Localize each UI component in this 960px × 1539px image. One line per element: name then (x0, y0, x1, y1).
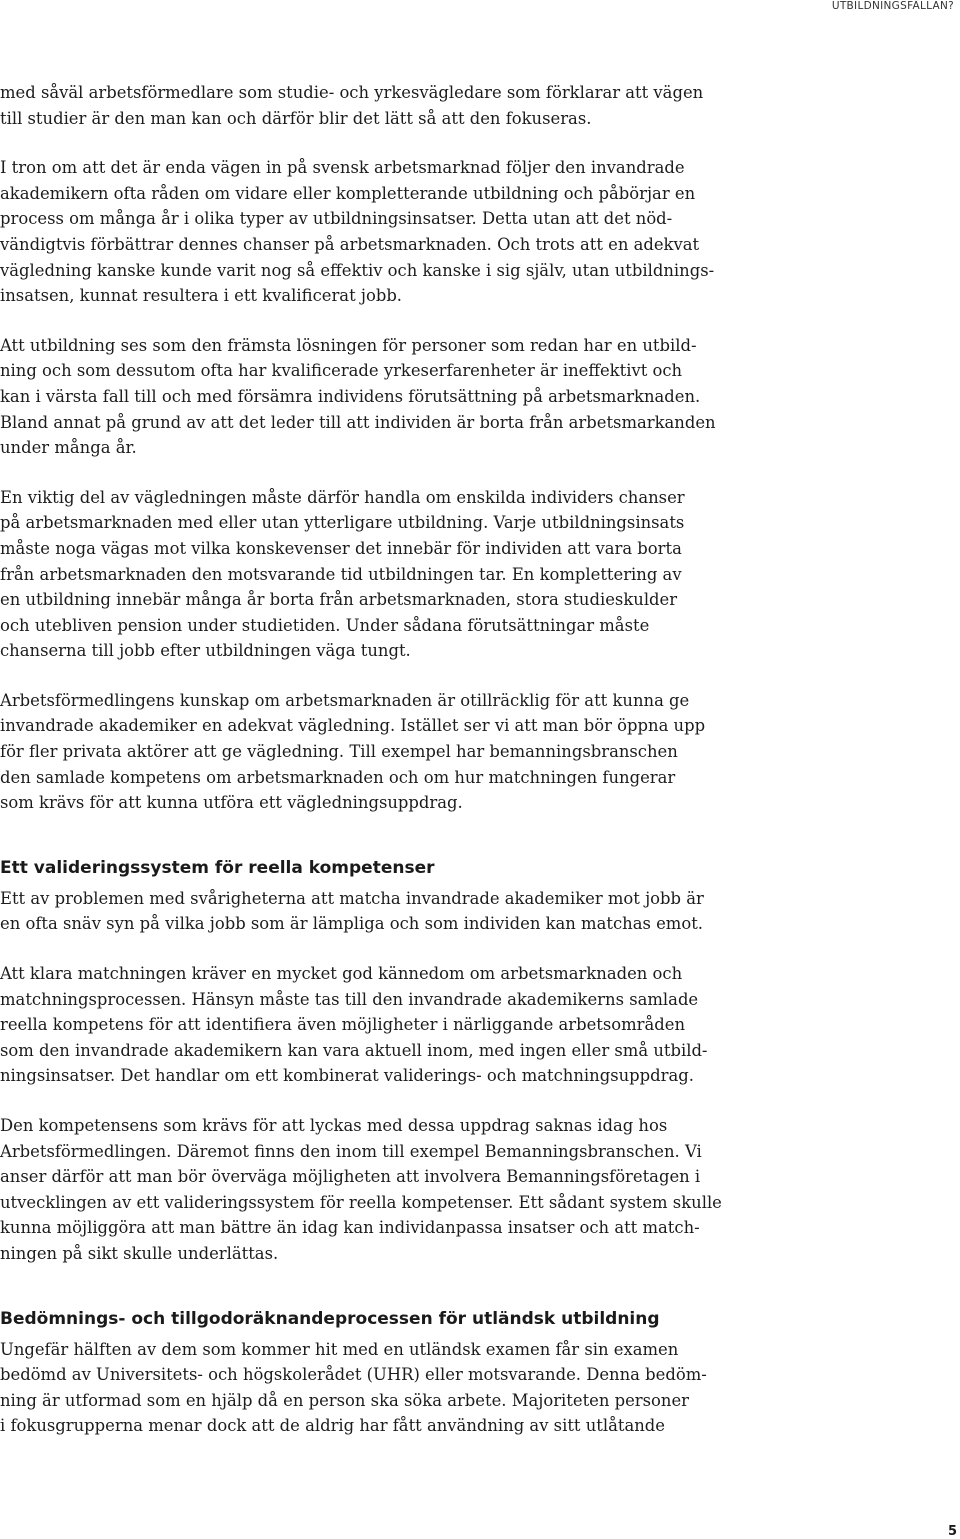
assessment-paragraph-1: Ungefär hälften av dem som kommer hit med en utländsk examen får sin examen bedömd av Universitets- och högskolerådet (UHR) eller motsvarande. Denna bedöm- ning är utformad som en hjälp då en person ska söka arbete. Majoriteten personer i fokusgrupperna menar dock att de aldrig har fått användning av sitt utlåtande (0, 1339, 707, 1436)
section-heading-validation: Ett valideringssystem för reella kompetenser (0, 857, 435, 878)
running-header: UTBILDNINGSFÄLLAN? (831, 0, 954, 12)
paragraph-5: Arbetsförmedlingens kunskap om arbetsmarknaden är otillräcklig för att kunna ge invandrade akademiker en adekvat vägledning. Istället ser vi att man bör öppna upp för fler privata aktörer att ge vägledning. Till exempel har bemanningsbranschen den samlade kompetens om arbetsmarknaden och om hur matchningen fungerar som krävs för att kunna utföra ett vägledningsuppdrag. (0, 690, 706, 813)
document-body (0, 80, 955, 1463)
paragraph-3: Att utbildning ses som den främsta lösningen för personer som redan har en utbild- ning och som dessutom ofta har kvalificerade yrkeserfarenheter är ineffektivt och kan i värsta fall till och med försämra individens förutsättning på arbetsmarknaden. Bland annat på grund av att det leder till att individen är borta från arbetsmarkanden under många år. (0, 335, 716, 458)
paragraph-4: En viktig del av vägledningen måste därför handla om enskilda individers chanser på arbetsmarknaden med eller utan ytterligare utbildning. Varje utbildningsinsats måste noga vägas mot vilka konskevenser det innebär för individen att vara borta från arbetsmarknaden den motsvarande tid utbildningen tar. En komplettering av en utbildning innebär många år borta från arbetsmarknaden, stora studieskulder och utebliven pension under studietiden. Under sådana förutsättningar måste chanserna till jobb efter utbildningen väga tungt. (0, 487, 685, 661)
validation-paragraph-1: Ett av problemen med svårigheterna att matcha invandrade akademiker mot jobb är en ofta snäv syn på vilka jobb som är lämpliga och som individen kan matchas emot. (0, 888, 704, 934)
section-heading-assessment: Bedömnings- och tillgodoräknandeprocessen för utländsk utbildning (0, 1308, 660, 1329)
validation-paragraph-3: Den kompetensens som krävs för att lyckas med dessa uppdrag saknas idag hos Arbetsförmedlingen. Däremot finns den inom till exempel Bemanningsbranschen. Vi anser därför att man bör överväga möjligheten att involvera Bemanningsföretagen i utvecklingen av ett valideringssystem för reella kompetenser. Ett sådant system skulle kunna möjliggöra att man bättre än idag kan individanpassa insatser och att match- ningen på sikt skulle underlättas. (0, 1116, 722, 1263)
paragraph-2: I tron om att det är enda vägen in på svensk arbetsmarknad följer den invandrade akademikern ofta råden om vidare eller kompletterande utbildning och påbörjar en process om många år i olika typer av utbildningsinsatser. Detta utan att det nöd- vändigtvis förbättrar dennes chanser på arbetsmarknaden. Och trots att en adekvat vägledning kanske kunde varit nog så effektiv och kanske i sig själv, utan utbildnings- insatsen, kunnat resultera i ett kvalificerat jobb. (0, 158, 715, 306)
page-number: 5 (947, 1524, 957, 1539)
validation-paragraph-2: Att klara matchningen kräver en mycket god kännedom om arbetsmarknaden och matchningsprocessen. Hänsyn måste tas till den invandrade akademikerns samlade reella kompetens för att identifiera även möjligheter i närliggande arbetsområden som den invandrade akademikern kan vara aktuell inom, med ingen eller små utbild- ningsinsatser. Det handlar om ett kombinerat validerings- och matchningsuppdrag. (0, 964, 708, 1086)
paragraph-1: med såväl arbetsförmedlare som studie- och yrkesvägledare som förklarar att vägen till studier är den man kan och därför blir det lätt så att den fokuseras. (0, 83, 704, 128)
